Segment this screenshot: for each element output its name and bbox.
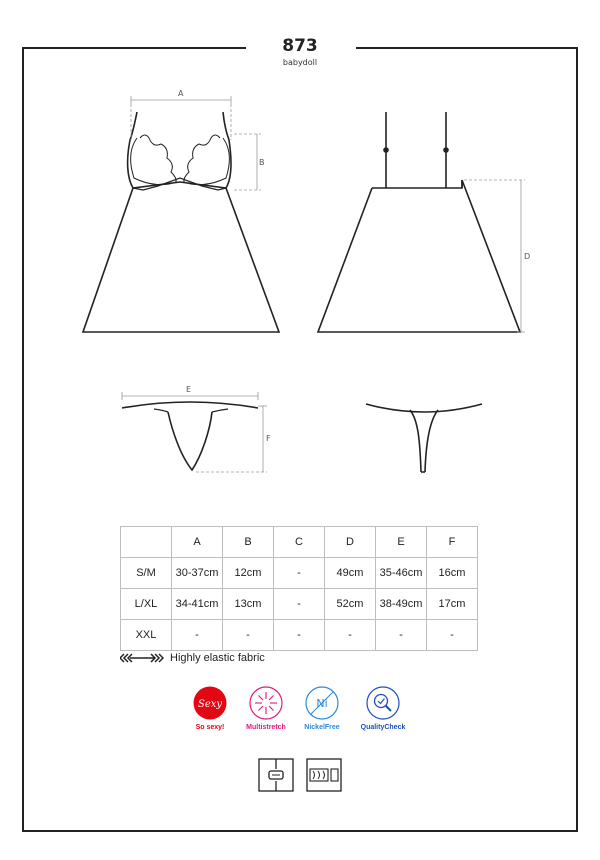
table-header-cell: D bbox=[325, 527, 376, 558]
badge-label: NickelFree bbox=[304, 724, 340, 731]
nickelfree-icon-text: Ni bbox=[316, 697, 328, 710]
table-cell: 34-41cm bbox=[172, 589, 223, 620]
product-code: 873 bbox=[282, 36, 318, 56]
badge-label: QualityCheck bbox=[360, 724, 406, 731]
table-cell: - bbox=[274, 558, 325, 589]
product-type: babydoll bbox=[282, 58, 318, 67]
dimension-e-label: E bbox=[186, 385, 192, 394]
sexy-icon-text: Sexy bbox=[197, 699, 223, 710]
table-header-cell: B bbox=[223, 527, 274, 558]
size-table bbox=[120, 526, 478, 651]
dimension-d-marker bbox=[464, 180, 525, 332]
strap-slider-left bbox=[383, 147, 389, 153]
table-cell: 16cm bbox=[427, 558, 478, 589]
table-cell: 52cm bbox=[325, 589, 376, 620]
table-cell: - bbox=[376, 620, 427, 651]
table-cell: 49cm bbox=[325, 558, 376, 589]
badge-nickelfree bbox=[287, 686, 357, 731]
feature-badges bbox=[0, 686, 600, 746]
table-cell: L/XL bbox=[121, 589, 172, 620]
table-header-cell: A bbox=[172, 527, 223, 558]
table-cell: 35-46cm bbox=[376, 558, 427, 589]
table-row bbox=[121, 620, 478, 651]
table-cell: - bbox=[274, 620, 325, 651]
table-cell: XXL bbox=[121, 620, 172, 651]
table-header-cell: C bbox=[274, 527, 325, 558]
multistretch-icon bbox=[249, 686, 283, 720]
table-header-cell bbox=[121, 527, 172, 558]
dimension-b-marker bbox=[234, 134, 261, 190]
table-row bbox=[121, 589, 478, 620]
thong-back-drawing bbox=[366, 404, 482, 472]
badge-label: So sexy! bbox=[195, 724, 225, 731]
adjustable-strap-icon bbox=[258, 758, 294, 792]
table-cell: 17cm bbox=[427, 589, 478, 620]
table-cell: 38-49cm bbox=[376, 589, 427, 620]
sexy-icon bbox=[193, 686, 227, 720]
fabric-note-text: Highly elastic fabric bbox=[170, 652, 265, 664]
babydoll-front-drawing bbox=[83, 112, 279, 332]
elastic-arrow-icon bbox=[120, 653, 164, 663]
dimension-d-label: D bbox=[524, 252, 531, 261]
table-cell: S/M bbox=[121, 558, 172, 589]
table-header-row bbox=[121, 527, 478, 558]
dimension-f-label: F bbox=[266, 434, 271, 443]
table-cell: - bbox=[172, 620, 223, 651]
babydoll-back-drawing bbox=[318, 112, 520, 332]
thong-front-drawing bbox=[122, 402, 258, 470]
badge-label: Multistretch bbox=[246, 724, 286, 731]
badge-qualitycheck bbox=[348, 686, 418, 731]
nickelfree-icon bbox=[305, 686, 339, 720]
table-header-cell: E bbox=[376, 527, 427, 558]
table-cell: 12cm bbox=[223, 558, 274, 589]
dimension-b-label: B bbox=[259, 158, 265, 167]
hook-and-eye-closure-icon bbox=[306, 758, 342, 792]
table-cell: - bbox=[427, 620, 478, 651]
table-cell: 30-37cm bbox=[172, 558, 223, 589]
dimension-a-marker bbox=[131, 96, 231, 140]
table-cell: - bbox=[274, 589, 325, 620]
qualitycheck-icon bbox=[366, 686, 400, 720]
fabric-note bbox=[120, 652, 265, 664]
table-cell: - bbox=[223, 620, 274, 651]
table-cell: - bbox=[325, 620, 376, 651]
table-row bbox=[121, 558, 478, 589]
dimension-a-label: A bbox=[178, 89, 184, 98]
strap-slider-right bbox=[443, 147, 449, 153]
table-header-cell: F bbox=[427, 527, 478, 558]
frame-bottom bbox=[22, 830, 578, 832]
table-cell: 13cm bbox=[223, 589, 274, 620]
